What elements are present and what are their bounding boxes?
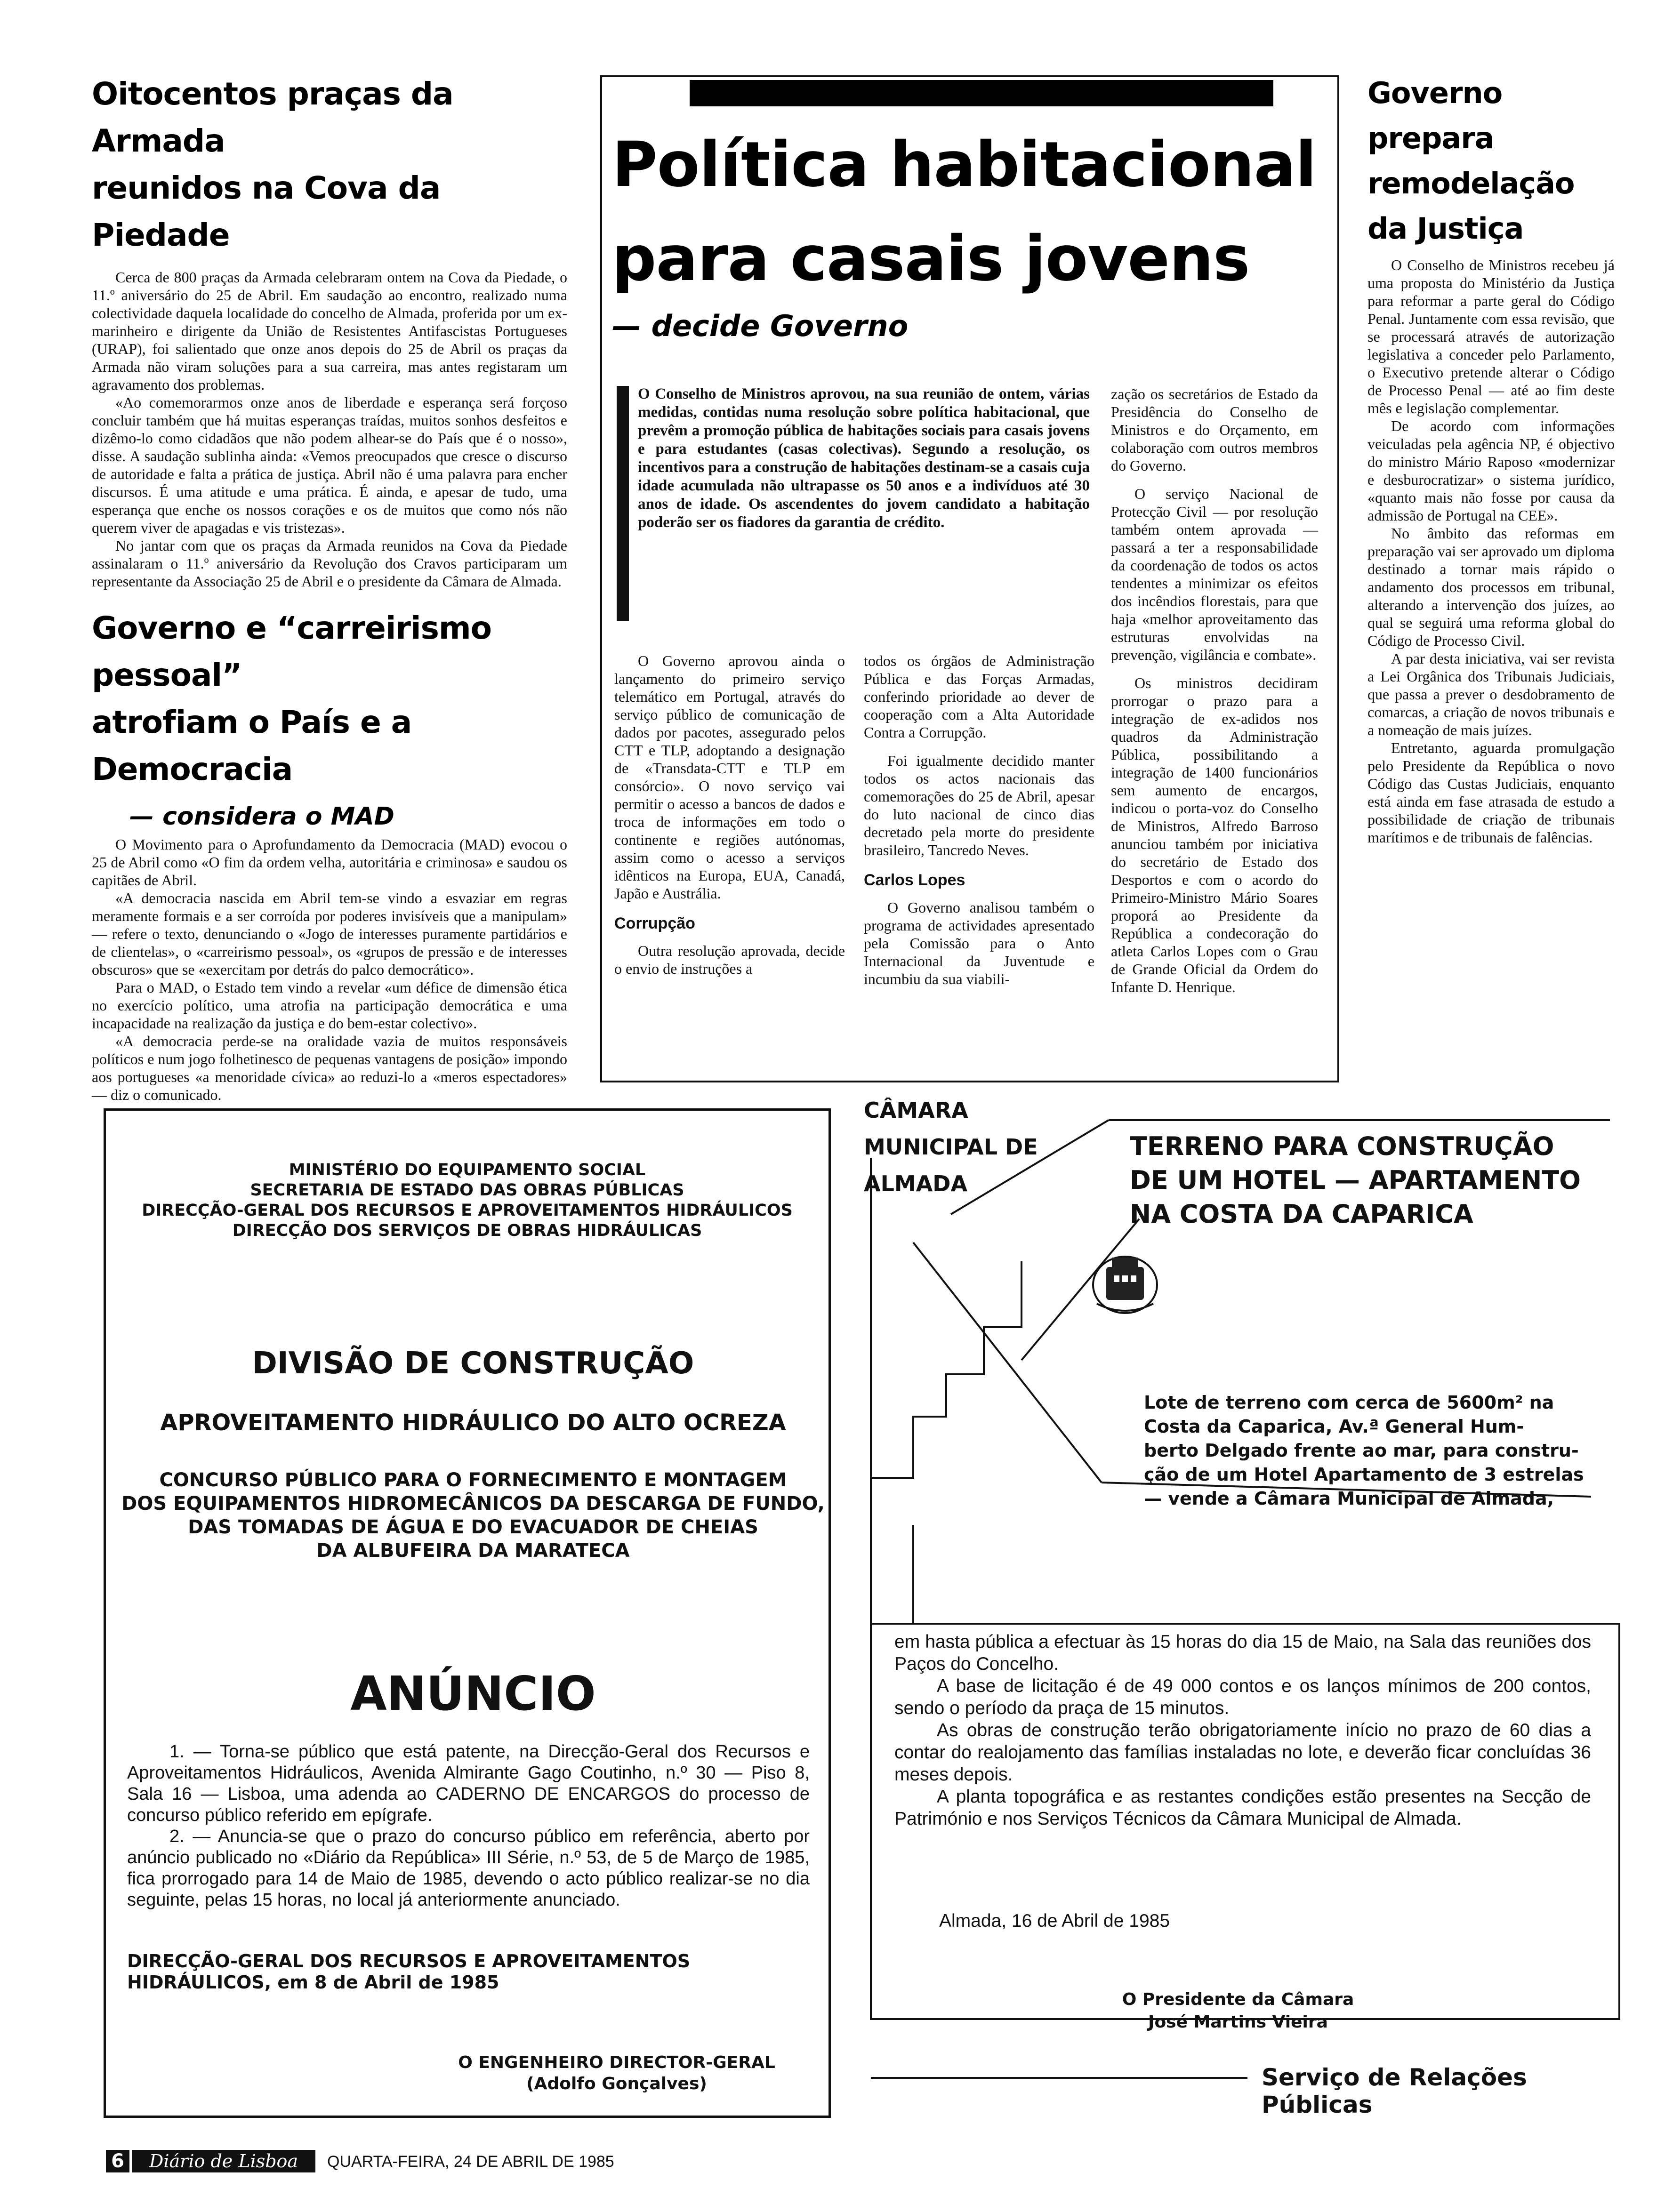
ad-almada-footer: Serviço de Relações Públicas: [1262, 2064, 1527, 2118]
paragraph: O Movimento para o Aprofundamento da Democracia (MAD) evocou o 25 de Abril como «O fim da ordem velha, autoritária e criminosa» e saudou os capitães de Abril.: [92, 836, 567, 889]
ad-header-line: SECRETARIA DE ESTADO DAS OBRAS PÚBLICAS: [250, 1181, 684, 1200]
ad-project: APROVEITAMENTO HIDRÁULICO DO ALTO OCREZA: [160, 1410, 786, 1436]
ad-anuncio-title: ANÚNCIO: [350, 1666, 596, 1721]
ad-tender-line: DOS EQUIPAMENTOS HIDROMECÂNICOS DA DESCARGA DE FUNDO,: [121, 1493, 825, 1515]
ad-item: 2. — Anuncia-se que o prazo do concurso público em referência, aberto por anúncio publicado no «Diário da República» III Série, n.º 53, de 5 de Março de 1985, fica prorrogado para 14 de Maio de 1985, devendo o acto público realizar-se no dia seguinte, pelas 15 horas, no local já anteriormente anunciado.: [127, 1827, 810, 1910]
headline-justica-line4: da Justiça: [1367, 211, 1524, 246]
ad-almada-title-line: NA COSTA DA CAPARICA: [1130, 1199, 1473, 1229]
ad-tender-line: DAS TOMADAS DE ÁGUA E DO EVACUADOR DE CHEIAS: [188, 1516, 758, 1538]
paragraph: A planta topográfica e as restantes condições estão presentes na Secção de Património e nos Serviços Técnicos da Câmara Municipal de Almada.: [894, 1787, 1591, 1829]
ad-header-line: DIRECÇÃO-GERAL DOS RECURSOS E APROVEITAMENTOS HIDRÁULICOS: [142, 1201, 793, 1220]
paragraph: Entretanto, aguarda promulgação pelo Presidente da República o novo Código das Custas Judiciais, enquanto está ainda em fase atrasada de estudo a possibilidade de criação de tribunais marítimos e de tribunais de falências.: [1367, 739, 1615, 846]
ad-almada-frame: [847, 1092, 1624, 2137]
headline-armada-line2: reunidos na Cova da Piedade: [92, 170, 441, 253]
page-footer: [106, 2150, 765, 2173]
lead-bar: [617, 386, 629, 621]
ad-sign-name: (Adolfo Gonçalves): [526, 2074, 707, 2093]
paragraph: «A democracia nascida em Abril tem-se vindo a esvaziar em regras meramente formais e a ser corroída por poderes invisíveis que a manipulam» — refere o texto, denunciando o «Jogo de interesses puramente partidários e de clientelas», o «carreirismo pessoal», os «grupos de pressão e de interesses obscuros» que se «exercitam por detrás do palco democrático».: [92, 890, 567, 978]
ad-almada-title-line: DE UM HOTEL — APARTAMENTO: [1130, 1165, 1581, 1195]
article-habitacional: [612, 118, 1327, 343]
section-carlos-lopes: Carlos Lopes: [864, 871, 965, 889]
ad-almada-sign-name: José Martins Vieira: [1148, 2012, 1328, 2032]
ad-almada-title-line: TERRENO PARA CONSTRUÇÃO: [1130, 1131, 1554, 1161]
municipality-line: ALMADA: [864, 1171, 968, 1196]
subhead-mad: — considera o MAD: [129, 802, 394, 831]
article-armada: [92, 71, 567, 590]
paragraph: «A democracia perde-se na oralidade vazia de muitos responsáveis políticos e num jogo folhetinesco de pequenas vantagens de posição» impondo aos portugueses «a menoridade cívica» ao reduzi-lo a «meros espectadores» — diz o comunicado.: [92, 1033, 567, 1103]
ad-dgrah-header: [108, 1160, 826, 1241]
ad-sign-block: [424, 2052, 810, 2094]
headline-mad-line1: Governo e “carreirismo pessoal”: [92, 610, 491, 693]
paragraph: A base de licitação é de 49 000 contos e os lanços mínimos de 200 contos, sendo o período da praça de 15 minutos.: [894, 1676, 1591, 1718]
paragraph: No jantar com que os praças da Armada reunidos na Cova da Piedade assinalaram o 11.º aniversário da Revolução dos Cravos participaram um representante da Associação 25 de Abril e o presidente da Câmara de Almada.: [92, 537, 567, 590]
page-number: 6: [106, 2150, 129, 2172]
section-corrupcao: Corrupção: [614, 914, 695, 932]
municipality-line: MUNICIPAL DE: [864, 1134, 1038, 1160]
ad-sign-title: O ENGENHEIRO DIRECTOR-GERAL: [458, 2053, 775, 2072]
headline-armada-line1: Oitocentos praças da Armada: [92, 76, 453, 159]
center-col2: [864, 652, 1094, 988]
ad-header-line: DIRECÇÃO DOS SERVIÇOS DE OBRAS HIDRÁULICAS: [232, 1221, 702, 1240]
offer-line: Lote de terreno com cerca de 5600m² na: [1144, 1392, 1554, 1413]
offer-line: berto Delgado frente ao mar, para constru-: [1144, 1440, 1579, 1461]
paragraph: «Ao comemorarmos onze anos de liberdade e esperança será forçoso concluir também que há muitas esperanças traídas, muitos sonhos desfeitos e dizêmo-lo como cidadãos que não podem alhear-se do País que é o nosso», disse. A saudação sublinha ainda: «Vemos preocupados que cresce o discurso de autoridade e falta a prática de justiça. Abril não é uma palavra para encher discursos. É uma atitude e uma prática. É ainda, e apesar de tudo, uma esperança que enche os nossos corações e os de muitos que como nós não querem viver de apagadas e vis tristezas».: [92, 394, 567, 536]
paragraph: O Governo aprovou ainda o lançamento do primeiro serviço telemático em Portugal, através do serviço público de comunicação de dados por pacotes, assegurado pelos CTT e TLP, adoptando a designação de «Transdata-CTT e TLP em consórcio». O novo serviço vai permitir o acesso a bancos de dados e troca de informações em todo o continente e regiões autónomas, assim como o acesso a serviços idênticos na Europa, EUA, Canadá, Japão e Austrália.: [614, 652, 845, 902]
municipality-line: CÂMARA: [864, 1098, 968, 1123]
paragraph: Outra resolução aprovada, decide o envio de instruções a: [614, 942, 845, 977]
ad-sign-org: [127, 1951, 810, 1993]
ad-tender-line: CONCURSO PÚBLICO PARA O FORNECIMENTO E MONTAGEM: [159, 1469, 787, 1491]
paragraph: De acordo com informações veiculadas pela agência NP, é objectivo do ministro Mário Raposo «modernizar e desburocratizar» o sistema jurídico, «quanto mais não fosse por causa da admissão de Portugal na CEE».: [1367, 417, 1615, 524]
ad-almada: [847, 1092, 1624, 2137]
paragraph: Os ministros decidiram prorrogar o prazo para a integração de ex-adidos nos quadros da Administração Pública, possibilitando a integração de 1400 funcionários sem aumento de encargos, indicou o porta-voz do Conselho de Ministros, Alfredo Barroso anunciou também por iniciativa do secretário de Estado dos Desportos e com o acordo do Primeiro-Ministro Mário Soares proporá ao Presidente da República a condecoração do atleta Carlos Lopes com o Grau de Grande Oficial da Ordem do Infante D. Henrique.: [1111, 674, 1318, 995]
center-col1: [614, 652, 845, 978]
headline-justica-line3: remodelação: [1367, 166, 1575, 200]
paragraph: zação os secretários de Estado da Presidência do Conselho de Ministros e do Orçamento, em colaboração com outros membros do Governo.: [1111, 385, 1318, 474]
headline-justica-line1: Governo: [1367, 76, 1503, 110]
paragraph: Cerca de 800 praças da Armada celebraram ontem na Cova da Piedade, o 11.º aniversário do 25 de Abril. Em saudação ao encontro, realizado numa colectividade daquela localidade do concelho de Almada, proferida por um ex-marinheiro e dirigente da União de Resistentes Antifascistas Portugueses (URAP), foi salientado que onze anos depois do 25 de Abril os praças da Armada não viram soluções para a sua carreira, mas antes registaram um agravamento dos problemas.: [92, 269, 567, 393]
subhead-habitacional: — decide Governo: [612, 309, 909, 343]
paragraph: O Conselho de Ministros recebeu já uma proposta do Ministério da Justiça para reformar a parte geral do Código Penal. Juntamente com essa revisão, que se processará através de autorização legislativa a conceder pelo Parlamento, o Executivo pretende alterar o Código de Processo Penal — até ao fim deste mês e legislação complementar.: [1367, 256, 1615, 417]
paragraph: Para o MAD, o Estado tem vindo a revelar «um défice de dimensão ética no exercício político, uma atrofia na participação democrática e uma incapacidade na realização da justiça e do bem-estar colectivo».: [92, 979, 567, 1032]
ad-almada-municipality: [864, 1092, 1038, 1202]
offer-line: Costa da Caparica, Av.ª General Hum-: [1144, 1416, 1524, 1437]
ad-almada-sign: [1073, 1988, 1403, 2034]
ad-tender-line: DA ALBUFEIRA DA MARATECA: [316, 1540, 630, 1562]
offer-line: — vende a Câmara Municipal de Almada,: [1144, 1488, 1554, 1509]
paragraph: As obras de construção terão obrigatoriamente início no prazo de 60 dias a contar do realojamento das famílias instaladas no lote, e deverão ficar concluídas 36 meses depois.: [894, 1720, 1591, 1785]
headline-habitacional-line2: para casais jovens: [612, 223, 1250, 295]
ad-almada-offer: [1144, 1391, 1615, 1511]
headline-mad-line2: atrofiam o País e a Democracia: [92, 704, 412, 787]
center-right-top: [1111, 385, 1318, 996]
ad-almada-sign-title: O Presidente da Câmara: [1122, 1990, 1354, 2009]
headline-habitacional-line1: Política habitacional: [612, 128, 1316, 201]
paragraph: No âmbito das reformas em preparação vai ser aprovado um diploma destinado a tornar mais rápido o andamento dos processos em tribunal, alterando a intervenção dos juízes, ao qual se seguirá uma reforma global do Código de Processo Civil.: [1367, 525, 1615, 649]
ad-almada-title: [1130, 1130, 1581, 1231]
ad-tender: [108, 1468, 838, 1563]
headline-justica-line2: prepara: [1367, 121, 1494, 155]
ad-almada-place-date: Almada, 16 de Abril de 1985: [939, 1911, 1170, 1931]
black-bar: [690, 80, 1273, 106]
ad-almada-body: [894, 1631, 1591, 1830]
lead-text: O Conselho de Ministros aprovou, na sua reunião de ontem, várias medidas, contidas numa resolução sobre política habitacional, que prevêm a promoção pública de habitações sociais para casais jovens e para estudantes (casas colectivas). Segundo a resolução, os incentivos para a construção de habitações destinam-se a casais cuja idade acumulada não ultrapasse os 50 anos e a indivíduos até 30 anos de idade. Os ascendentes do jovem candidato a habitação poderão ser os fiadores da garantia de crédito.: [638, 385, 1090, 531]
ad-items: [127, 1741, 810, 1911]
ad-sign-org-line: DIRECÇÃO-GERAL DOS RECURSOS E APROVEITAMENTOS: [127, 1951, 691, 1972]
paragraph: O Governo analisou também o programa de actividades apresentado pela Comissão para o Anto Internacional da Juventude e incumbiu da sua viabili-: [864, 899, 1094, 987]
ad-item: 1. — Torna-se público que está patente, na Direcção-Geral dos Recursos e Aproveitamentos Hidráulicos, Avenida Almirante Gago Coutinho, n.º 30 — Piso 8, Sala 16 — Lisboa, uma adenda ao CADERNO DE ENCARGOS do processo de concurso público referido em epígrafe.: [127, 1742, 810, 1825]
paragraph: Foi igualmente decidido manter todos os actos nacionais das comemorações do 25 de Abril, apesar do luto nacional de cinco dias decretado pela morte do presidente brasileiro, Tancredo Neves.: [864, 752, 1094, 858]
article-justica: [1367, 71, 1615, 846]
paragraph: em hasta pública a efectuar às 15 horas do dia 15 de Maio, na Sala das reuniões dos Paços do Concelho.: [894, 1632, 1591, 1674]
ad-division: DIVISÃO DE CONSTRUÇÃO: [252, 1346, 694, 1381]
almada-coat-of-arms: [1087, 1247, 1163, 1322]
article-mad: [92, 605, 567, 1104]
ad-sign-org-line: HIDRÁULICOS, em 8 de Abril de 1985: [127, 1972, 499, 1993]
offer-line: ção de um Hotel Apartamento de 3 estrelas: [1144, 1464, 1584, 1485]
paragraph: A par desta iniciativa, vai ser revista a Lei Orgânica dos Tribunais Judiciais, que passa a prever o desdobramento de comarcas, a criação de novos tribunais e a nomeação de mais juízes.: [1367, 650, 1615, 738]
paragraph: todos os órgãos de Administração Pública e das Forças Armadas, conferindo prioridade ao dever de cooperação com a Alta Autoridade Contra a Corrupção.: [864, 652, 1094, 741]
ad-header-line: MINISTÉRIO DO EQUIPAMENTO SOCIAL: [289, 1161, 646, 1179]
paragraph: O serviço Nacional de Protecção Civil — por resolução também ontem aprovada — passará a ter a responsabilidade da coordenação de todos os actos tendentes a minimizar os efeitos dos incêndios florestais, para que haja «melhor aproveitamento das estruturas envolvidas na prevenção, vigilância e combate».: [1111, 485, 1318, 663]
masthead-logo: Diário de Lisboa: [132, 2150, 315, 2172]
footer-date: QUARTA-FEIRA, 24 DE ABRIL DE 1985: [327, 2153, 614, 2171]
